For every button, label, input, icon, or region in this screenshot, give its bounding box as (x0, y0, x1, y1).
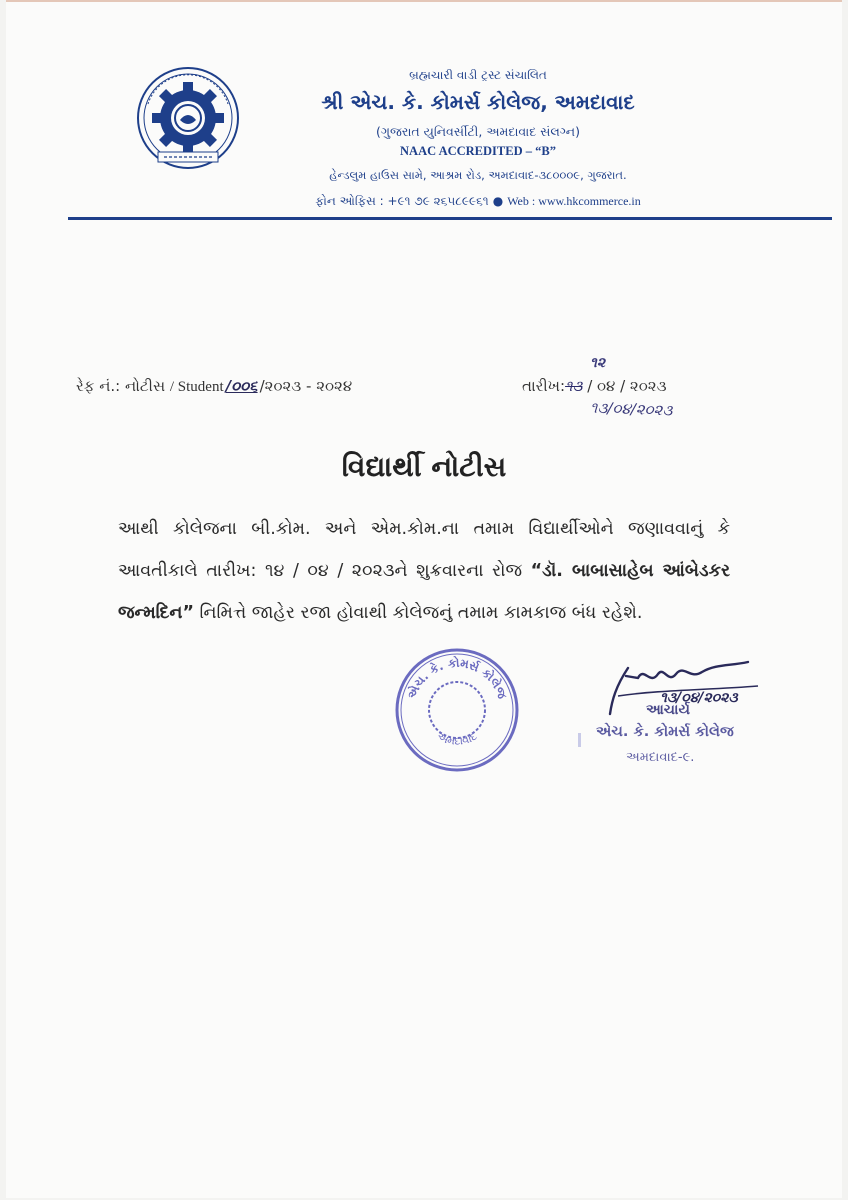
notice-date (522, 377, 667, 395)
notice-body-highlight: “ડૉ. બાબાસાહેબ આંબેડકર જન્મદિન” (118, 561, 730, 623)
website: Web : www.hkcommerce.in (507, 194, 641, 208)
trust-line: બ્રહ્મચારી વાડી ટ્રસ્ટ સંચાલિત (409, 68, 547, 82)
date-struck-day: ૧૩ (565, 377, 583, 395)
ink-speck (578, 733, 581, 747)
date-handwritten-full: ૧૩/૦૪/૨૦૨૩ (589, 398, 673, 420)
reference-label: રેફ નં.: નોટીસ (76, 377, 166, 395)
college-name: શ્રી એચ. કે. કોમર્સ કોલેજ, અમદાવાદ (321, 90, 635, 114)
reference-number (76, 377, 352, 396)
date-rest: / ૦૪ / ૨૦૨૩ (587, 377, 667, 395)
college-round-stamp (392, 645, 522, 775)
reference-category: / Student (169, 379, 224, 395)
header-divider (68, 217, 832, 220)
naac-accreditation: NAAC ACCREDITED – “B” (400, 144, 556, 158)
contact-line (236, 194, 720, 209)
bullet-icon: ● (492, 194, 504, 208)
phone-number: ફોન ઓફિસ : +૯૧ ૭૯ ૨૬૫૮૯૯૬૧ (315, 194, 489, 208)
stamp-bottom-text: અમદાવાદ (434, 729, 480, 748)
signatory-city: અમદાવાદ-૯. (626, 750, 695, 765)
signature-date: ૧૩/૦૪/૨૦૨૩ (660, 690, 738, 706)
notice-body (118, 508, 730, 634)
stamp-top-text: એચ. કે. કોમર્સ કોલેજ (404, 655, 510, 701)
college-emblem-icon (134, 64, 242, 172)
date-label: તારીખ: (522, 377, 566, 395)
notice-title: વિદ્યાર્થી નોટીસ (341, 450, 507, 483)
university-affiliation: (ગુજરાત યુનિવર્સીટી, અમદાવાદ સંલગ્ન) (376, 124, 580, 139)
notice-body-part1: આથી કોલેજના બી.કોમ. અને એમ.કોમ.ના તમામ વિદ્યાર્થીઓને જણાવવાનું કે આવતીકાલે તારીખ: ૧૪ / ૦૪ / ૨૦૨૩ને શુક્રવારના રોજ (118, 519, 730, 581)
signatory-role: આચાર્ય (646, 702, 690, 718)
reference-handwritten-number: /૦૦૬ (225, 377, 258, 395)
reference-year: /૨૦૨૩ - ૨૦૨૪ (259, 377, 353, 395)
date-handwritten-correction: ૧૨ (590, 355, 606, 371)
notice-body-part2: નિમિત્તે જાહેર રજા હોવાથી કોલેજનું તમામ કામકાજ બંધ રહેશે. (193, 603, 643, 623)
signatory-college: એચ. કે. કોમર્સ કોલેજ (596, 724, 734, 740)
college-address: હેન્ડલુમ હાઉસ સામે, આશ્રમ રોડ, અમદાવાદ-૩૮૦૦૦૯, ગુજરાત. (329, 168, 627, 182)
